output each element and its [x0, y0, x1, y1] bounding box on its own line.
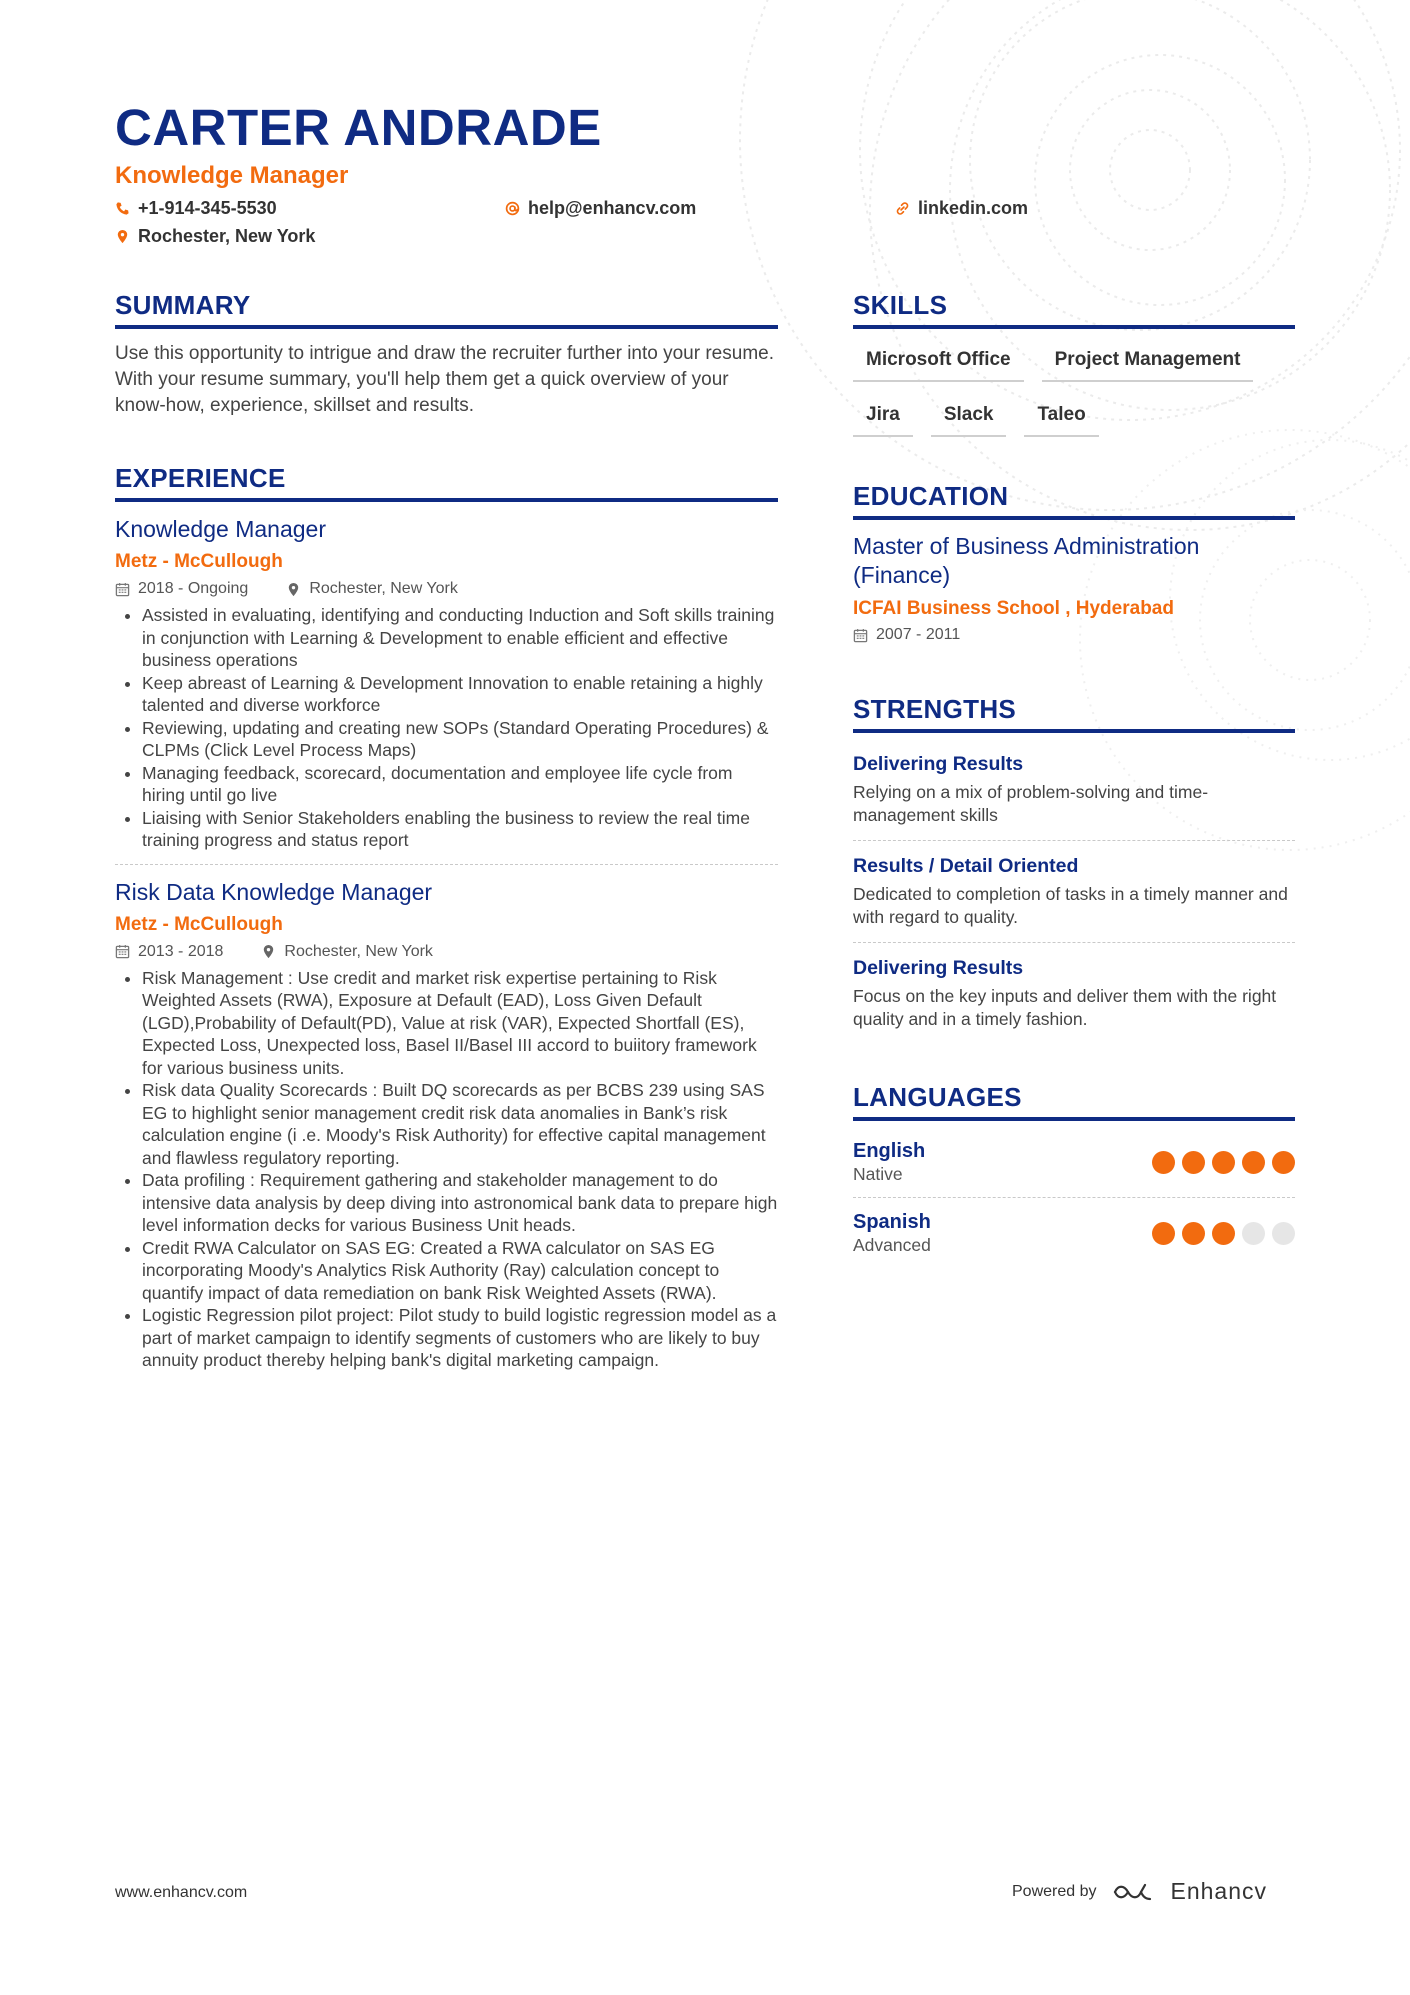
rating-dot-filled [1212, 1222, 1235, 1245]
bullet-item: • Risk Management : Use credit and market risk expertise pertaining to Risk Weighted Assets (RWA), Exposure at Default (EAD), Loss Given Default (LGD),Probability of Default(PD), Value at risk (VAR), Expected Shortfall (ES), Expected Loss, Unexpected loss, Basel II/Basel III accord to buiitory framework for various business units. [142, 967, 778, 1080]
education-meta [853, 624, 1295, 646]
rating-dot-filled [1152, 1151, 1175, 1174]
rating-dot-filled [1242, 1151, 1265, 1174]
calendar-icon [853, 628, 868, 643]
education-dates: 2007 - 2011 [876, 626, 961, 643]
candidate-title: Knowledge Manager [115, 162, 349, 189]
at-icon [505, 201, 520, 216]
link-text: linkedin.com [918, 198, 1029, 218]
job-dates: 2018 - Ongoing [138, 580, 249, 597]
job-entry [115, 877, 778, 1372]
job-meta [115, 941, 778, 963]
language-item [853, 1198, 1295, 1268]
contact-link[interactable] [895, 198, 1028, 219]
strength-item [853, 943, 1295, 1044]
bullet-item: • Assisted in evaluating, identifying and conducting Induction and Soft skills training in conjunction with Learning & Development to enable efficient and effective business operations [142, 604, 778, 672]
phone-text: +1-914-345-5530 [138, 198, 277, 218]
candidate-name: CARTER ANDRADE [115, 99, 602, 156]
summary-section [115, 290, 778, 419]
location-pin-icon [115, 229, 130, 244]
strength-title: Delivering Results [853, 957, 1024, 979]
summary-text: Use this opportunity to intrigue and draw the recruiter further into your resume. With your resume summary, you'll help them get a quick overview of your know-how, experience, skillset and results. [115, 343, 774, 416]
language-item [853, 1133, 1295, 1198]
brand-name: Enhancv [1170, 1878, 1268, 1904]
job-entry [115, 514, 778, 852]
left-column [115, 290, 778, 1372]
calendar-icon [115, 944, 130, 959]
language-level: Advanced [853, 1235, 931, 1255]
job-location: Rochester, New York [309, 580, 458, 597]
bullet-item: • Credit RWA Calculator on SAS EG: Created a RWA calculator on SAS EG incorporating Moody's Analytics Risk Authority (Ray) calculation concept to quantify impact of data remediation on bank Risk Weighted Assets (RWA). [142, 1237, 778, 1305]
link-icon [895, 201, 910, 216]
language-name: Spanish [853, 1211, 931, 1233]
bullet-item: • Liaising with Senior Stakeholders enabling the business to review the real time training progress and status report [142, 807, 778, 852]
strengths-section [853, 694, 1295, 1044]
rating-dot-filled [1152, 1222, 1175, 1245]
rating-dot-filled [1272, 1151, 1295, 1174]
education-school: ICFAI Business School , Hyderabad [853, 598, 1174, 619]
languages-heading: LANGUAGES [853, 1082, 1295, 1121]
rating-dot-filled [1182, 1222, 1205, 1245]
language-level: Native [853, 1164, 903, 1184]
skills-section [853, 290, 1295, 437]
education-degree: Master of Business Administration (Finance) [853, 533, 1200, 588]
skill-tag: Slack [931, 396, 1007, 437]
education-heading: EDUCATION [853, 481, 1295, 520]
summary-heading: SUMMARY [115, 290, 778, 329]
job-company: Metz - McCullough [115, 913, 283, 935]
languages-section [853, 1082, 1295, 1268]
skills-heading: SKILLS [853, 290, 1295, 329]
rating-dot-filled [1212, 1151, 1235, 1174]
experience-section [115, 463, 778, 1372]
bullet-item: • Keep abreast of Learning & Development Innovation to enable retaining a highly talented and diverse workforce [142, 672, 778, 717]
right-column [853, 290, 1295, 1268]
location-pin-icon [286, 582, 301, 597]
calendar-icon [115, 582, 130, 597]
job-location: Rochester, New York [284, 942, 433, 960]
rating-dot-filled [1182, 1151, 1205, 1174]
strength-description: Relying on a mix of problem-solving and time-management skills [853, 782, 1209, 825]
job-company: Metz - McCullough [115, 551, 283, 572]
rating-dot-empty [1242, 1222, 1265, 1245]
strength-title: Results / Detail Oriented [853, 855, 1079, 877]
contact-phone[interactable] [115, 198, 277, 219]
job-meta [115, 578, 778, 600]
strength-title: Delivering Results [853, 753, 1024, 775]
skill-tag: Project Management [1042, 341, 1254, 382]
job-dates: 2013 - 2018 [138, 942, 224, 960]
language-rating [1152, 1151, 1295, 1174]
enhancv-logo-icon [1111, 1880, 1157, 1904]
bullet-item: • Data profiling : Requirement gathering and stakeholder management to do intensive data analysis by deep diving into astronomical bank data to prepare high level information decks for various Business Unit heads. [142, 1169, 778, 1237]
strength-description: Dedicated to completion of tasks in a timely manner and with regard to quality. [853, 884, 1288, 927]
footer-website[interactable]: www.enhancv.com [115, 1884, 248, 1901]
skill-tag: Taleo [1024, 396, 1098, 437]
language-rating [1152, 1222, 1295, 1245]
bullet-item: • Reviewing, updating and creating new SOPs (Standard Operating Procedures) & CLPMs (Click Level Process Maps) [142, 717, 778, 762]
language-name: English [853, 1140, 926, 1162]
skills-list [853, 341, 1295, 437]
location-text: Rochester, New York [138, 226, 316, 246]
bullet-item: • Managing feedback, scorecard, documentation and employee life cycle from hiring until go live [142, 762, 778, 807]
location-pin-icon [261, 944, 276, 959]
job-bullets [115, 967, 778, 1372]
bullet-item: • Risk data Quality Scorecards : Built DQ scorecards as per BCBS 239 using SAS EG to highlight senior management credit risk data anomalies in Bank’s risk calculation engine (i .e. Moody's Risk Authority) for effective capital management and flawless regulatory reporting. [142, 1079, 778, 1169]
strength-item [853, 745, 1295, 841]
email-text: help@enhancv.com [528, 198, 697, 218]
footer-branding [1012, 1878, 1267, 1905]
contact-location [115, 226, 315, 247]
strength-description: Focus on the key inputs and deliver them with the right quality and in a timely fashion. [853, 986, 1277, 1029]
powered-by-label: Powered by [1012, 1882, 1097, 1900]
contact-email[interactable] [505, 198, 696, 219]
skill-tag: Jira [853, 396, 913, 437]
phone-icon [115, 201, 130, 216]
job-title: Risk Data Knowledge Manager [115, 878, 433, 905]
education-section [853, 481, 1295, 646]
skill-tag: Microsoft Office [853, 341, 1024, 382]
job-bullets [115, 604, 778, 852]
job-title: Knowledge Manager [115, 516, 326, 542]
strength-item [853, 841, 1295, 943]
strengths-heading: STRENGTHS [853, 694, 1295, 733]
experience-heading: EXPERIENCE [115, 463, 778, 502]
job-divider [115, 864, 778, 865]
rating-dot-empty [1272, 1222, 1295, 1245]
bullet-item: • Logistic Regression pilot project: Pilot study to build logistic regression model as a part of market campaign to identify segments of customers who are likely to buy annuity product thereby helping bank's digital marketing campaign. [142, 1304, 778, 1372]
